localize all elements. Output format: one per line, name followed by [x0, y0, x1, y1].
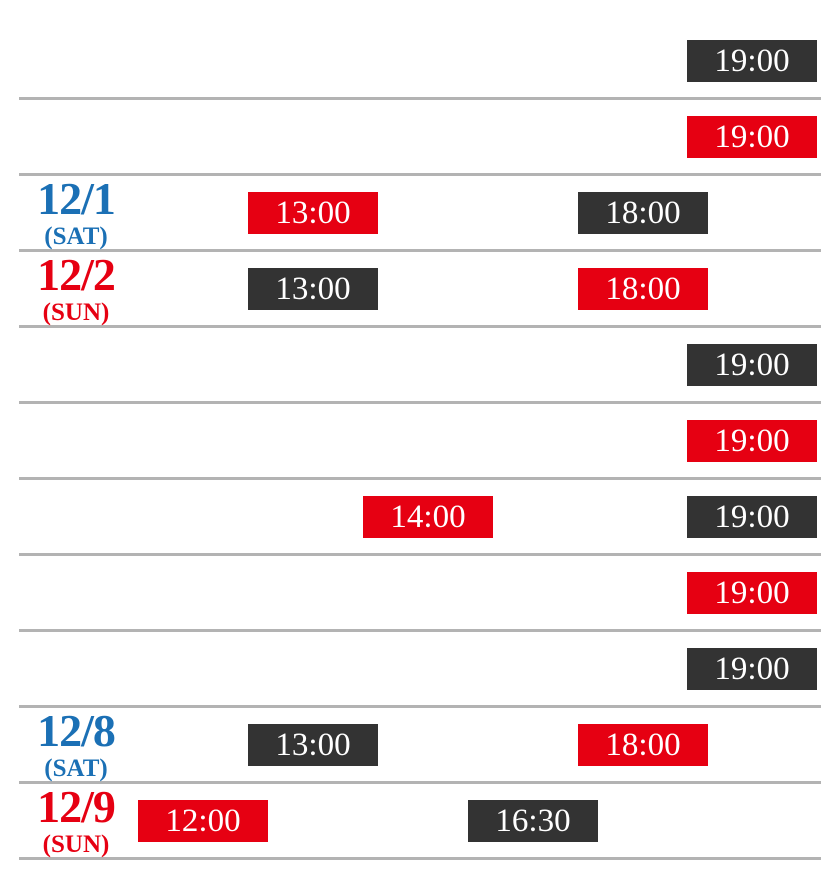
- time-badge[interactable]: 18:00: [578, 724, 708, 766]
- date-text: 12/8: [37, 705, 115, 756]
- weekday-text: (SAT): [44, 223, 108, 250]
- time-badge[interactable]: 16:30: [468, 800, 598, 842]
- time-badge[interactable]: 19:00: [687, 496, 817, 538]
- time-badge[interactable]: 19:00: [687, 572, 817, 614]
- date-label: [19, 249, 133, 326]
- schedule-row-6: [19, 404, 821, 480]
- weekday-text: (SUN): [42, 299, 110, 326]
- schedule-table: [19, 24, 821, 860]
- schedule-row-1: [19, 24, 821, 100]
- date-text: 12/2: [37, 249, 115, 300]
- time-badge[interactable]: 19:00: [687, 116, 817, 158]
- schedule-row-10: [19, 705, 821, 784]
- schedule-row-7: [19, 480, 821, 556]
- weekday-text: (SUN): [42, 831, 110, 858]
- time-badge[interactable]: 19:00: [687, 648, 817, 690]
- time-badge[interactable]: 14:00: [363, 496, 493, 538]
- schedule-row-2: [19, 100, 821, 176]
- weekday-text: (SAT): [44, 755, 108, 782]
- time-badge[interactable]: 19:00: [687, 40, 817, 82]
- schedule-row-9: [19, 632, 821, 708]
- date-label: [19, 781, 133, 858]
- date-text: 12/1: [37, 173, 115, 224]
- date-label: [19, 173, 133, 250]
- time-badge[interactable]: 13:00: [248, 268, 378, 310]
- time-badge[interactable]: 13:00: [248, 724, 378, 766]
- date-text: 12/9: [37, 781, 115, 832]
- time-badge[interactable]: 12:00: [138, 800, 268, 842]
- time-badge[interactable]: 18:00: [578, 268, 708, 310]
- time-badge[interactable]: 19:00: [687, 420, 817, 462]
- schedule-row-5: [19, 328, 821, 404]
- time-badge[interactable]: 19:00: [687, 344, 817, 386]
- schedule-row-4: [19, 249, 821, 328]
- time-badge[interactable]: 18:00: [578, 192, 708, 234]
- schedule-row-3: [19, 173, 821, 252]
- date-label: [19, 705, 133, 782]
- time-badge[interactable]: 13:00: [248, 192, 378, 234]
- schedule-row-8: [19, 556, 821, 632]
- schedule-row-11: [19, 781, 821, 860]
